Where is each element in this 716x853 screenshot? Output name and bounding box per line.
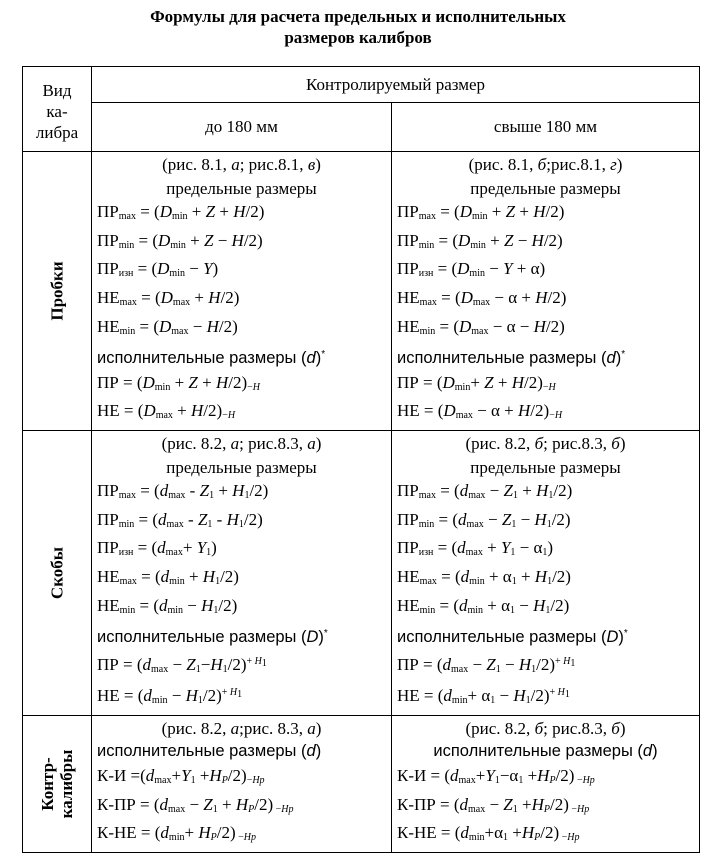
formula-line: $К-И = (d_{max}+Y_1-\alpha_1 +H_P/2)$ $_{-Hp}$ bbox=[397, 766, 595, 787]
header-vid-line-1: Вид bbox=[42, 80, 72, 100]
formula-line: НЕ = $(D_{max} + H/2)_{-H}$ bbox=[97, 401, 236, 422]
probki-gt180-exec bbox=[397, 371, 699, 428]
formula-line: $ПР_{изн} = (D_{min} - Y + \alpha)$ bbox=[397, 259, 546, 280]
row-label-kontrkalibry bbox=[38, 749, 76, 818]
probki-gt180-exec-heading: исполнительные размеры (d)* bbox=[397, 349, 626, 368]
skoby-lt180-cell bbox=[92, 430, 392, 715]
formula-line: ПР = $(D_{min} + Z + H/2)_{-H}$ bbox=[97, 372, 261, 393]
probki-lt180-limits-heading: предельные размеры bbox=[166, 178, 317, 198]
probki-lt180-limits bbox=[97, 200, 391, 343]
formula-line: НЕ = $(d_{min} - H_1/2)^{+ H_1}$ bbox=[97, 686, 243, 707]
formula-line: НЕ = $(d_{min}+ \alpha_1 - H_1/2)^{+ H_1}$ bbox=[397, 686, 570, 707]
skoby-gt180-limits bbox=[397, 479, 699, 622]
title-line-1: Формулы для расчета предельных и исполнительных bbox=[150, 7, 566, 26]
probki-lt180-cell bbox=[92, 152, 392, 431]
page-title bbox=[0, 6, 716, 48]
kontr-lt180-ref: (рис. 8.2, а;рис. 8.3, а) bbox=[161, 718, 322, 738]
formula-line: $К-И =(d_{max}+Y_1 +H_P/2)_{-Hp}$ bbox=[97, 766, 265, 787]
formula-line: $ПР_{max} = (D_{min} + Z + H/2)$ bbox=[397, 202, 565, 223]
formulas-table bbox=[22, 66, 700, 853]
row-label-kontrkalibry-cell bbox=[23, 715, 92, 852]
row-label-skoby-cell bbox=[23, 430, 92, 715]
formula-line: $НЕ_{max} = (d_{min} + \alpha_1 + H_1/2)$ bbox=[397, 566, 571, 587]
formula-line: ПР = $(D_{min}+ Z + H/2)_{-H}$ bbox=[397, 372, 556, 393]
skoby-lt180-limits-heading: предельные размеры bbox=[166, 457, 317, 477]
formula-line: $НЕ_{min} = (d_{min} - H_1/2)$ bbox=[97, 595, 238, 616]
formula-line: $ПР_{max} = (d_{max} - Z_1 + H_1/2)$ bbox=[97, 481, 269, 502]
formula-line: $НЕ_{max} = (d_{min} + H_1/2)$ bbox=[97, 566, 239, 587]
row-label-kontrkalibry-line-1: Контр- bbox=[38, 757, 57, 811]
kontr-gt180-cell bbox=[392, 715, 700, 852]
kontr-lt180-exec-heading: исполнительные размеры (d) bbox=[97, 742, 322, 761]
formula-line: $ПР_{min} = (D_{min} + Z - H/2)$ bbox=[397, 230, 563, 251]
formula-line: ПР = $(d_{max} - Z_1 - H_1/2)^{+ H_1}$ bbox=[397, 654, 576, 675]
skoby-lt180-ref: (рис. 8.2, а; рис.8.3, а) bbox=[161, 433, 322, 453]
title-line-2: размеров калибров bbox=[284, 28, 432, 47]
formula-line: $К-ПР = (d_{max} - Z_1 +H_P/2)$ $_{-Hp}$ bbox=[397, 794, 590, 815]
formula-line: $ПР_{max} = (d_{max} - Z_1 + H_1/2)$ bbox=[397, 481, 573, 502]
formula-line: НЕ = $(D_{max} - \alpha + H/2)_{-H}$ bbox=[397, 401, 563, 422]
formula-line: $НЕ_{min} = (D_{max} - \alpha - H/2)$ bbox=[397, 316, 565, 337]
skoby-gt180-exec-heading: исполнительные размеры (D)* bbox=[397, 628, 628, 647]
probki-gt180-cell bbox=[392, 152, 700, 431]
formula-line: $ПР_{min} = (D_{min} + Z - H/2)$ bbox=[97, 230, 263, 251]
formula-line: $ПР_{min} = (d_{max} - Z_1 - H_1/2)$ bbox=[397, 509, 571, 530]
formula-line: $ПР_{max} = (D_{min} + Z + H/2)$ bbox=[97, 202, 265, 223]
kontr-gt180-ref: (рис. 8.2, б; рис.8.3, б) bbox=[465, 718, 626, 738]
skoby-lt180-limits bbox=[97, 479, 391, 622]
header-vid-line-3: либра bbox=[35, 122, 79, 142]
kontr-lt180-cell bbox=[92, 715, 392, 852]
header-controlled-size: Контролируемый размер bbox=[92, 67, 700, 103]
kontr-gt180-exec-heading: исполнительные размеры (d) bbox=[433, 742, 658, 761]
formula-line: $НЕ_{min} = (D_{max} - H/2)$ bbox=[97, 316, 238, 337]
header-col-gt180: свыше 180 мм bbox=[392, 103, 700, 152]
formula-line: $К-НЕ = (d_{min}+ H_P/2)$ $_{-Hp}$ bbox=[97, 823, 256, 844]
header-col-lt180: до 180 мм bbox=[92, 103, 392, 152]
probki-lt180-exec-heading: исполнительные размеры (d)* bbox=[97, 349, 326, 368]
formula-line: $К-НЕ = (d_{min}+\alpha_1 +H_P/2)$ $_{-Hp}$ bbox=[397, 823, 580, 844]
skoby-gt180-exec bbox=[397, 650, 699, 713]
skoby-lt180-exec bbox=[97, 650, 391, 713]
header-vid-kalibra bbox=[23, 67, 92, 152]
formula-line: $НЕ_{max} = (D_{max} - \alpha + H/2)$ bbox=[397, 287, 567, 308]
probki-gt180-ref: (рис. 8.1, б;рис.8.1, г) bbox=[468, 155, 623, 174]
probki-gt180-limits bbox=[397, 200, 699, 343]
formula-line: $НЕ_{max} = (D_{max} + H/2)$ bbox=[97, 287, 240, 308]
skoby-gt180-limits-heading: предельные размеры bbox=[470, 457, 621, 477]
probki-gt180-limits-heading: предельные размеры bbox=[470, 178, 621, 198]
probki-lt180-ref: (рис. 8.1, а; рис.8.1, в) bbox=[162, 155, 321, 174]
formula-line: $ПР_{min} = (d_{max} - Z_1 - H_1/2)$ bbox=[97, 509, 263, 530]
skoby-gt180-ref: (рис. 8.2, б; рис.8.3, б) bbox=[465, 433, 626, 453]
formula-line: $К-ПР = (d_{max} - Z_1 + H_P/2)$ $_{-Hp}$ bbox=[97, 794, 294, 815]
header-vid-line-2: ка- bbox=[46, 101, 68, 121]
row-label-probki-cell bbox=[23, 152, 92, 431]
formula-line: $ПР_{изн} = (D_{min} - Y)$ bbox=[97, 259, 219, 280]
formula-line: $НЕ_{min} = (d_{min} + \alpha_1 - H_1/2)$ bbox=[397, 595, 570, 616]
row-label-kontrkalibry-line-2: калибры bbox=[57, 749, 76, 819]
row-label-probki: Пробки bbox=[47, 261, 67, 321]
kontr-lt180-exec bbox=[97, 764, 391, 850]
formula-line: ПР = $(d_{max} - Z_1-H_1/2)^{+ H_1}$ bbox=[97, 654, 267, 675]
formula-line: $ПР_{изн} = (d_{max} + Y_1 - \alpha_1)$ bbox=[397, 538, 554, 559]
kontr-gt180-exec bbox=[397, 764, 699, 850]
formula-line: $ПР_{изн} = (d_{max}+ Y_1)$ bbox=[97, 538, 217, 559]
row-label-skoby: Скобы bbox=[47, 546, 67, 599]
skoby-lt180-exec-heading: исполнительные размеры (D)* bbox=[97, 628, 328, 647]
probki-lt180-exec bbox=[97, 371, 391, 428]
skoby-gt180-cell bbox=[392, 430, 700, 715]
